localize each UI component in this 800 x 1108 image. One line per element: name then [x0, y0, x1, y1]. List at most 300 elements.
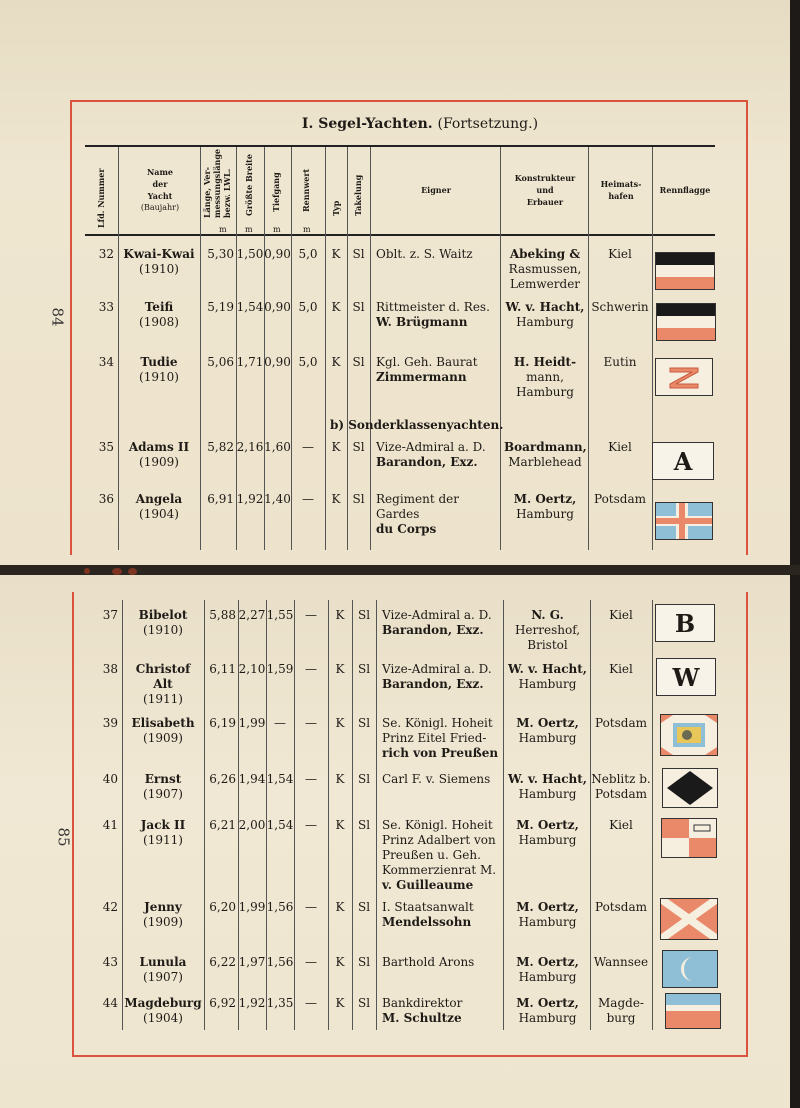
col-divider [325, 147, 326, 550]
builder-line: Hamburg [518, 677, 577, 691]
yacht-name [120, 492, 198, 522]
flag-letter: W [672, 662, 700, 692]
header-bottom-rule [85, 234, 715, 236]
yacht-name [124, 900, 202, 930]
home-port [590, 772, 652, 802]
owner-line: Kgl. Geh. Baurat [376, 355, 478, 369]
typ-value: K [335, 662, 345, 676]
breite-value: 1,50 [236, 247, 264, 261]
header-takelung: Takelung [353, 174, 363, 216]
owner [382, 772, 501, 787]
owner-line: du Corps [376, 522, 437, 536]
yacht-year: (1910) [139, 262, 179, 276]
home-port [590, 716, 652, 731]
laenge-value: 6,19 [209, 716, 236, 730]
tiefgang-value: 1,59 [266, 662, 294, 676]
home-port-line: Potsdam [594, 716, 647, 730]
col-divider [291, 147, 292, 550]
typ-value: K [335, 716, 345, 730]
rennwert-value: — [305, 772, 317, 786]
builder-line: Rasmussen, [508, 262, 582, 276]
yacht-name [120, 355, 198, 385]
owner [376, 440, 498, 470]
yacht-name [124, 772, 202, 802]
home-port [590, 996, 652, 1026]
stain [112, 568, 122, 575]
row-number: 33 [98, 300, 114, 314]
yacht-name [124, 608, 202, 638]
header-top-rule [85, 145, 715, 147]
yacht-year: (1907) [143, 787, 183, 801]
breite-value: 1,94 [238, 772, 266, 786]
yacht-name-text: Angela [135, 492, 183, 506]
yacht-name-text: Jack II [140, 818, 186, 832]
yacht-year: (1907) [143, 970, 183, 984]
typ-value: K [331, 440, 341, 454]
owner-line: Bankdirektor [382, 996, 463, 1010]
owner-line: Vize-Admiral a. D. [376, 440, 486, 454]
header-hafen-line: hafen [608, 191, 634, 201]
col-divider [376, 600, 377, 1030]
yacht-name-text: Kwai-Kwai [123, 247, 195, 261]
builder-line: H. Heidt- [513, 355, 577, 369]
breite-value: 1,99 [238, 900, 266, 914]
header-konstrukteur-line: Erbauer [526, 197, 564, 207]
tiefgang-value: 1,35 [266, 996, 294, 1010]
owner-line: Se. Königl. Hoheit [382, 716, 493, 730]
takelung-value: Sl [352, 492, 365, 506]
home-port-line: Kiel [608, 440, 632, 454]
home-port-line: Kiel [609, 818, 633, 832]
builder-line: Hamburg [518, 833, 577, 847]
row-number: 38 [102, 662, 118, 676]
rennwert-value: — [302, 492, 314, 506]
home-port-line: Potsdam [593, 492, 646, 506]
col-divider [370, 147, 371, 550]
home-port [590, 955, 652, 970]
takelung-value: Sl [352, 247, 365, 261]
flag-bibelot [655, 604, 715, 642]
col-divider [236, 147, 237, 550]
tiefgang-value: 1,56 [266, 955, 294, 969]
page-title [100, 116, 740, 132]
typ-value: K [335, 818, 345, 832]
rennwert-value: 5,0 [298, 247, 318, 261]
builder-line: mann, [526, 370, 564, 384]
header-typ: Typ [331, 200, 341, 216]
yacht-name-text: Christof Alt [135, 662, 191, 691]
owner-line: Preußen u. Geh. [382, 848, 481, 862]
crescent-icon [663, 951, 717, 987]
row-number: 34 [98, 355, 114, 369]
rennwert-value: — [305, 818, 317, 832]
home-port [588, 247, 652, 262]
owner-line: rich von Preußen [382, 746, 499, 760]
builder [507, 608, 588, 653]
laenge-value: 5,88 [209, 608, 236, 622]
builder-line: Boardmann, [504, 440, 587, 454]
yacht-year: (1911) [143, 833, 183, 847]
breite-value: 2,27 [238, 608, 266, 622]
typ-value: K [335, 900, 345, 914]
owner-line: W. Brügmann [376, 315, 468, 329]
home-port [588, 440, 652, 455]
laenge-value: 5,06 [207, 355, 234, 369]
takelung-value: Sl [357, 716, 371, 730]
tiefgang-value: 0,90 [264, 247, 291, 261]
laenge-value: 5,30 [207, 247, 234, 261]
typ-value: K [331, 300, 341, 314]
builder [504, 300, 586, 330]
home-port-line: Kiel [609, 662, 633, 676]
header-rennwert: Rennwert [301, 168, 311, 212]
typ-value: K [335, 608, 345, 622]
builder-line: Abeking & [509, 247, 581, 261]
tiefgang-value: 0,90 [264, 300, 291, 314]
tiefgang-value: 1,40 [264, 492, 291, 506]
yacht-year: (1909) [143, 731, 183, 745]
unit-rennwert: m [303, 225, 311, 234]
tiefgang-value: 0,90 [264, 355, 291, 369]
owner-line: Prinz Eitel Fried- [382, 731, 487, 745]
home-port [590, 662, 652, 677]
typ-value: K [331, 355, 341, 369]
yacht-name [120, 300, 198, 330]
row-number: 39 [102, 716, 118, 730]
builder [507, 900, 588, 930]
col-divider [652, 147, 653, 550]
flag-angela [655, 502, 713, 540]
builder [504, 247, 586, 292]
tiefgang-value: 1,54 [266, 818, 294, 832]
home-port [588, 355, 652, 370]
yacht-name [124, 662, 202, 707]
breite-value: 1,99 [238, 716, 266, 730]
header-lfd-nummer: Lfd. Nummer [96, 168, 106, 228]
yacht-name-text: Adams II [128, 440, 190, 454]
yacht-name [120, 247, 198, 277]
takelung-value: Sl [352, 355, 365, 369]
builder-line: Hamburg [518, 731, 577, 745]
yacht-name [124, 955, 202, 985]
builder [504, 492, 586, 522]
laenge-value: 6,20 [209, 900, 236, 914]
tiefgang-value: 1,56 [266, 900, 294, 914]
owner-line: Carl F. v. Siemens [382, 772, 491, 786]
header-name-line: (Baujahr) [140, 203, 180, 212]
builder-line: Lemwerder [509, 277, 581, 291]
col-divider [122, 600, 123, 1030]
unit-laenge: m [219, 225, 227, 234]
yacht-name-text: Ernst [144, 772, 182, 786]
breite-value: 2,16 [236, 440, 264, 454]
page-number-bottom: 85 [54, 827, 73, 847]
owner-line: Zimmermann [376, 370, 467, 384]
rennwert-value: 5,0 [298, 300, 318, 314]
header-konstrukteur-line: Konstrukteur [514, 173, 576, 183]
builder-line: Hamburg [516, 385, 574, 399]
yacht-year: (1904) [143, 1011, 183, 1025]
header-eigner: Eigner [421, 185, 451, 195]
owner-line: Barandon, Exz. [382, 677, 484, 691]
owner-line: Oblt. z. S. Waitz [376, 247, 473, 261]
unit-tiefgang: m [273, 225, 281, 234]
row-number: 40 [102, 772, 118, 786]
laenge-value: 6,22 [209, 955, 236, 969]
owner [376, 492, 498, 537]
flag-teifi [656, 303, 716, 341]
owner [382, 955, 501, 970]
row-number: 35 [98, 440, 114, 454]
tiefgang-value: 1,60 [264, 440, 291, 454]
laenge-value: 6,91 [207, 492, 234, 506]
owner-line: Vize-Admiral a. D. [382, 662, 492, 676]
breite-value: 1,71 [236, 355, 264, 369]
laenge-value: 6,92 [209, 996, 236, 1010]
owner-line: I. Staatsanwalt [382, 900, 474, 914]
yacht-name [124, 996, 202, 1026]
col-divider [503, 600, 504, 1030]
cross-icon [656, 503, 712, 539]
builder [507, 772, 588, 802]
yacht-name-text: Teifi [144, 300, 174, 314]
header-hafen [590, 178, 652, 202]
builder-line: M. Oertz, [516, 900, 579, 914]
home-port-line: Eutin [603, 355, 637, 369]
home-port [590, 818, 652, 833]
builder-line: Hamburg [516, 315, 574, 329]
builder [507, 996, 588, 1026]
breite-value: 1,92 [236, 492, 264, 506]
typ-value: K [331, 492, 341, 506]
yacht-year: (1909) [143, 915, 183, 929]
subsection-heading: b) Sonderklassenyachten. [330, 418, 504, 432]
title-continued: (Fortsetzung.) [437, 116, 539, 132]
owner [376, 300, 498, 330]
laenge-value: 5,19 [207, 300, 234, 314]
rennwert-value: — [305, 716, 317, 730]
owner [382, 716, 501, 761]
header-name [120, 166, 200, 214]
flag-lunula [662, 950, 718, 988]
owner [382, 608, 501, 638]
owner-line: Prinz Adalbert von [382, 833, 496, 847]
owner-line: Barandon, Exz. [382, 623, 484, 637]
owner [382, 818, 501, 893]
diamond-icon [663, 769, 717, 807]
flag-letter: A [673, 446, 693, 476]
builder [504, 355, 586, 400]
yacht-year: (1904) [139, 507, 179, 521]
owner-line: Regiment der Gardes [376, 492, 460, 521]
unit-breite: m [245, 225, 253, 234]
builder-line: Herreshof, [514, 623, 581, 637]
yacht-year: (1908) [139, 315, 179, 329]
tiefgang-value: — [274, 716, 286, 730]
header-breite: Größte Breite [244, 154, 254, 216]
home-port-line: burg [606, 1011, 636, 1025]
builder-line: W. v. Hacht, [508, 662, 587, 676]
header-tiefgang: Tiefgang [271, 172, 281, 212]
builder-line: M. Oertz, [516, 955, 579, 969]
col-divider [588, 147, 589, 550]
header-konstrukteur-line: und [536, 185, 554, 195]
home-port [588, 492, 652, 507]
laenge-value: 6,26 [209, 772, 236, 786]
page-number-top: 84 [48, 307, 67, 327]
saltire-icon [661, 899, 717, 939]
owner [382, 662, 501, 692]
takelung-value: Sl [357, 996, 371, 1010]
owner-line: M. Schultze [382, 1011, 462, 1025]
col-divider [200, 147, 201, 550]
breite-value: 2,00 [238, 818, 266, 832]
z-icon [656, 359, 712, 395]
header-laenge: Länge, Ver- messungslänge bezw. LWL. [202, 148, 232, 218]
builder [507, 818, 588, 848]
takelung-value: Sl [357, 818, 371, 832]
rennwert-value: — [302, 440, 314, 454]
takelung-value: Sl [357, 662, 371, 676]
takelung-value: Sl [357, 608, 371, 622]
flag-letter: B [674, 608, 696, 638]
owner-line: Barandon, Exz. [376, 455, 478, 469]
builder-line: Bristol [527, 638, 568, 652]
home-port-line: Kiel [608, 247, 632, 261]
owner [382, 996, 501, 1026]
yacht-year: (1910) [143, 623, 183, 637]
home-port [590, 900, 652, 915]
flag-jenny [660, 898, 718, 940]
takelung-value: Sl [352, 440, 365, 454]
breite-value: 2,10 [238, 662, 266, 676]
flag-elisabeth [660, 714, 718, 756]
flag-kwai-kwai [655, 252, 715, 290]
rennwert-value: — [305, 662, 317, 676]
col-divider [118, 147, 119, 550]
row-number: 43 [102, 955, 118, 969]
owner-line: v. Guilleaume [382, 878, 474, 892]
yacht-name-text: Bibelot [138, 608, 188, 622]
yacht-year: (1909) [139, 455, 179, 469]
owner [376, 355, 498, 385]
builder-line: Hamburg [518, 970, 577, 984]
builder [507, 662, 588, 692]
builder-line: W. v. Hacht, [505, 300, 585, 314]
typ-value: K [335, 996, 345, 1010]
builder-line: Hamburg [518, 1011, 577, 1025]
rennwert-value: — [305, 608, 317, 622]
owner [382, 900, 501, 930]
home-port-line: Potsdam [594, 900, 647, 914]
yacht-name [120, 440, 198, 470]
owner-line: Rittmeister d. Res. [376, 300, 490, 314]
row-number: 37 [102, 608, 118, 622]
builder-line: M. Oertz, [513, 492, 577, 506]
builder [507, 955, 588, 985]
row-number: 42 [102, 900, 118, 914]
quartered-icon [662, 819, 716, 857]
yacht-year: (1910) [139, 370, 179, 384]
rennwert-value: — [305, 955, 317, 969]
owner-line: Mendelssohn [382, 915, 472, 929]
row-number: 44 [102, 996, 118, 1010]
flag-tudie [655, 358, 713, 396]
yacht-name [124, 818, 202, 848]
yacht-name [124, 716, 202, 746]
header-hafen-line: Heimats- [600, 179, 642, 189]
typ-value: K [335, 955, 345, 969]
takelung-value: Sl [357, 955, 371, 969]
takelung-value: Sl [357, 900, 371, 914]
home-port [588, 300, 652, 315]
tiefgang-value: 1,54 [266, 772, 294, 786]
builder-line: M. Oertz, [516, 996, 579, 1010]
typ-value: K [331, 247, 341, 261]
builder-line: W. v. Hacht, [508, 772, 587, 786]
yacht-name-text: Magdeburg [124, 996, 202, 1010]
takelung-value: Sl [352, 300, 365, 314]
col-divider [500, 147, 501, 550]
flag-jack-ii [661, 818, 717, 858]
home-port-line: Wannsee [593, 955, 649, 969]
builder-line: Hamburg [518, 787, 577, 801]
builder-line: Hamburg [518, 915, 577, 929]
builder-line: Hamburg [516, 507, 574, 521]
home-port-line: Schwerin [591, 300, 649, 314]
builder [504, 440, 586, 470]
owner [376, 247, 498, 262]
home-port-line: Magde- [598, 996, 644, 1010]
breite-value: 1,54 [236, 300, 264, 314]
builder-line: M. Oertz, [516, 818, 579, 832]
header-name-line: der [152, 179, 168, 189]
breite-value: 1,97 [238, 955, 266, 969]
home-port-line: Kiel [609, 608, 633, 622]
header-rennflagge: Rennflagge [659, 185, 711, 195]
owner-line: Se. Königl. Hoheit [382, 818, 493, 832]
owner-line: Vize-Admiral a. D. [382, 608, 492, 622]
stain [84, 568, 90, 574]
flag-adams-ii [652, 442, 714, 480]
builder-line: N. G. [531, 608, 564, 622]
header-konstrukteur [502, 172, 588, 208]
home-port [590, 608, 652, 623]
takelung-value: Sl [357, 772, 371, 786]
flag-christof-alt [656, 658, 716, 696]
tiefgang-value: 1,55 [266, 608, 294, 622]
owner-line: Kommerzienrat M. [382, 863, 497, 877]
laenge-value: 6,21 [209, 818, 236, 832]
row-number: 41 [102, 818, 118, 832]
breite-value: 1,92 [238, 996, 266, 1010]
home-port-line: Potsdam [594, 787, 647, 801]
laenge-value: 6,11 [209, 662, 236, 676]
row-number: 36 [98, 492, 114, 506]
yacht-name-text: Jenny [144, 900, 182, 914]
yacht-name-text: Tudie [140, 355, 178, 369]
yacht-year: (1911) [143, 692, 183, 706]
header-name-line: Name [146, 167, 174, 177]
yacht-name-text: Lunula [139, 955, 187, 969]
owner-line: Barthold Arons [382, 955, 475, 969]
col-divider [347, 147, 348, 550]
builder [507, 716, 588, 746]
flag-ernst [662, 768, 718, 808]
title-main: I. Segel-Yachten. [301, 116, 433, 132]
header-name-line: Yacht [147, 191, 173, 201]
col-divider [652, 600, 653, 1030]
